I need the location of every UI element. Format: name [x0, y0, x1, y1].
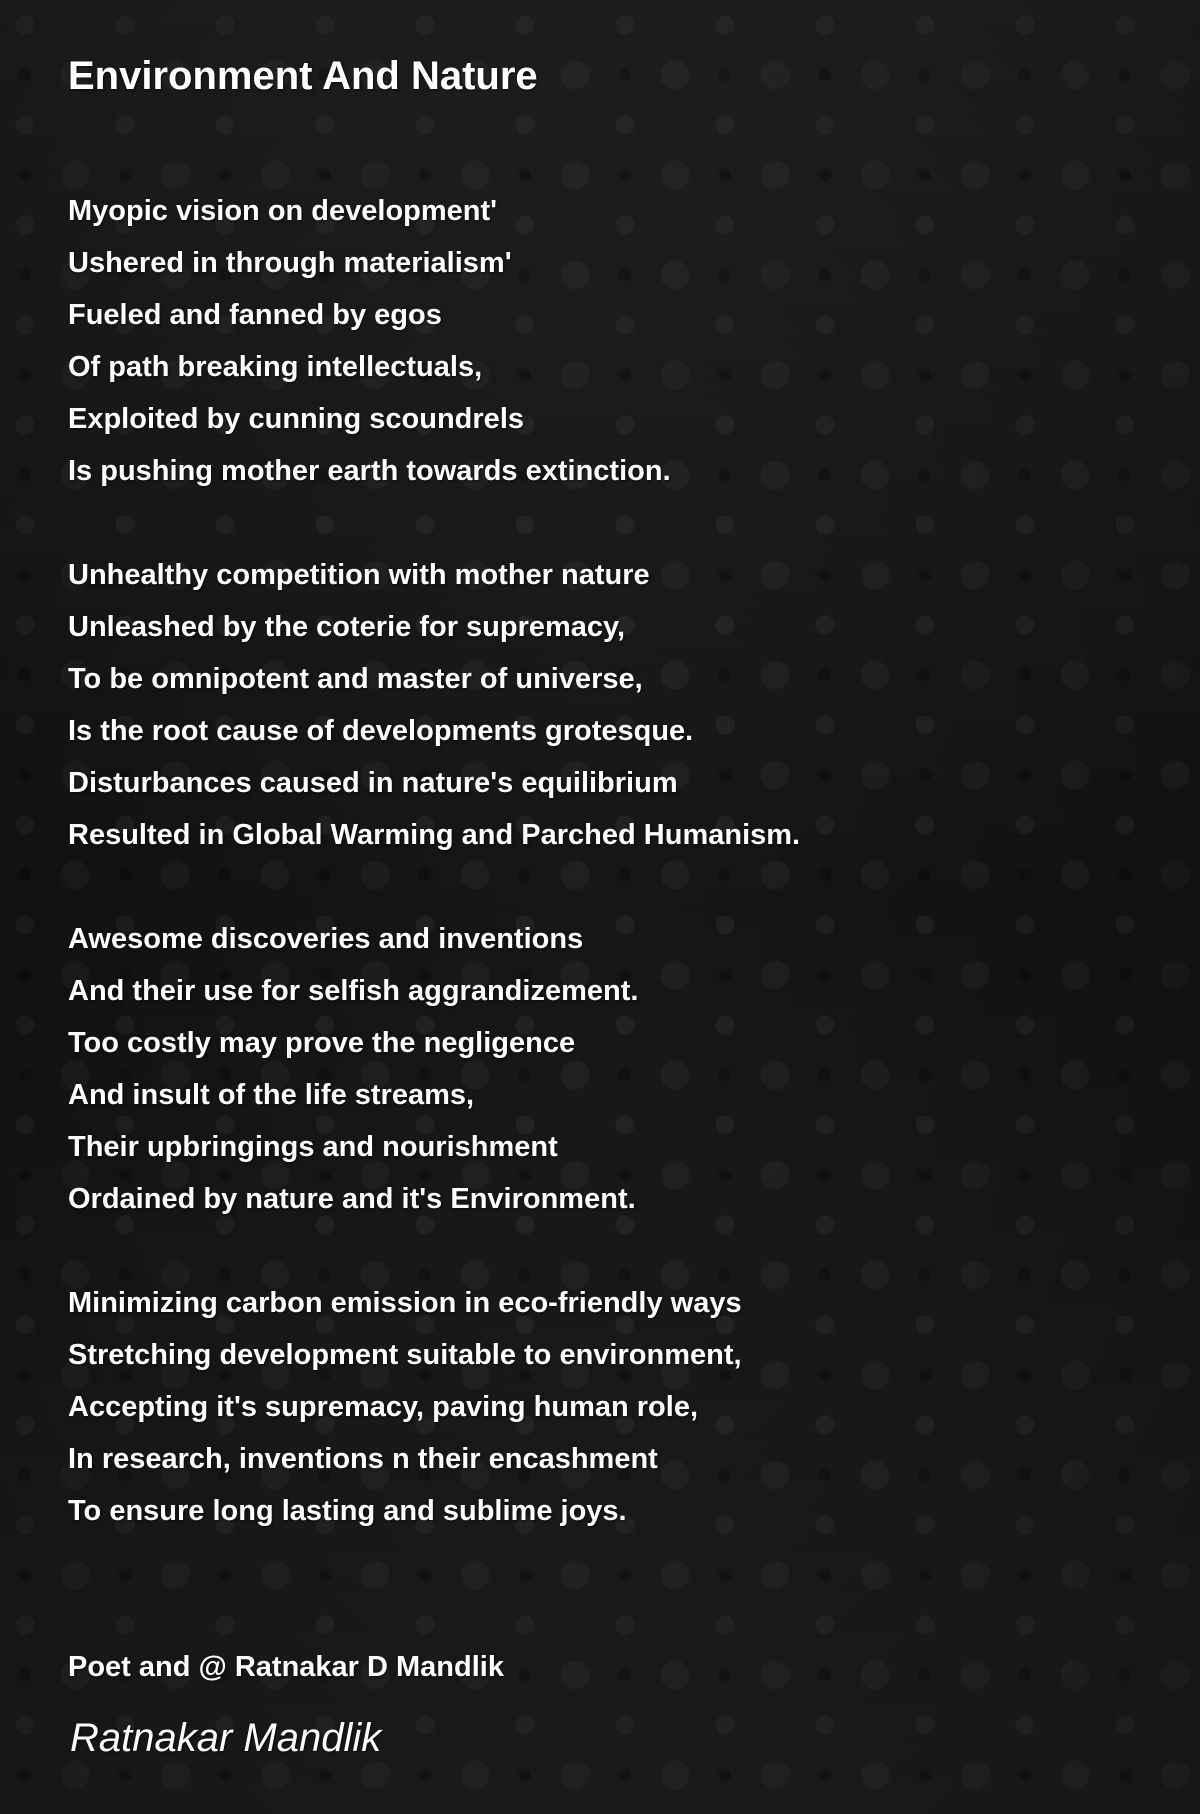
poem-line: Myopic vision on development'	[68, 195, 498, 227]
poem-body	[68, 185, 1132, 1693]
poem-line: Minimizing carbon emission in eco-friendly ways	[68, 1287, 742, 1319]
poem-line: Is the root cause of developments grotesque.	[68, 715, 694, 747]
poem-line: Awesome discoveries and inventions	[68, 923, 584, 955]
poem-line: To be omnipotent and master of universe,	[68, 663, 643, 695]
poem-line: Too costly may prove the negligence	[68, 1027, 576, 1059]
poem-line: Exploited by cunning scoundrels	[68, 403, 524, 435]
poem-line: Ushered in through materialism'	[68, 247, 512, 279]
poem-line: Stretching development suitable to environment,	[68, 1339, 742, 1371]
poem-line: In research, inventions n their encashment	[68, 1443, 658, 1475]
stanza-1	[68, 185, 1132, 497]
poem-line: Ordained by nature and it's Environment.	[68, 1183, 636, 1215]
poem-line: And their use for selfish aggrandizement.	[68, 975, 639, 1007]
poem-line: And insult of the life streams,	[68, 1079, 475, 1111]
poem-line: Is pushing mother earth towards extinction.	[68, 455, 671, 487]
stanza-3	[68, 913, 1132, 1225]
poem-line: Resulted in Global Warming and Parched Humanism.	[68, 819, 801, 851]
poem-line: Of path breaking intellectuals,	[68, 351, 483, 383]
poem-line: Fueled and fanned by egos	[68, 299, 442, 331]
author-signature: Ratnakar Mandlik	[70, 1716, 382, 1760]
stanza-2	[68, 549, 1132, 861]
poem-line: Their upbringings and nourishment	[68, 1131, 558, 1163]
poem-title: Environment And Nature	[68, 54, 538, 98]
poem-line: Accepting it's supremacy, paving human role,	[68, 1391, 699, 1423]
poem-line: Unleashed by the coterie for supremacy,	[68, 611, 626, 643]
poet-credit: Poet and @ Ratnakar D Mandlik	[68, 1651, 504, 1683]
poem-line: To ensure long lasting and sublime joys.	[68, 1495, 627, 1527]
stanza-4	[68, 1277, 1132, 1537]
poem-line: Disturbances caused in nature's equilibrium	[68, 767, 678, 799]
poem-line: Unhealthy competition with mother nature	[68, 559, 650, 591]
